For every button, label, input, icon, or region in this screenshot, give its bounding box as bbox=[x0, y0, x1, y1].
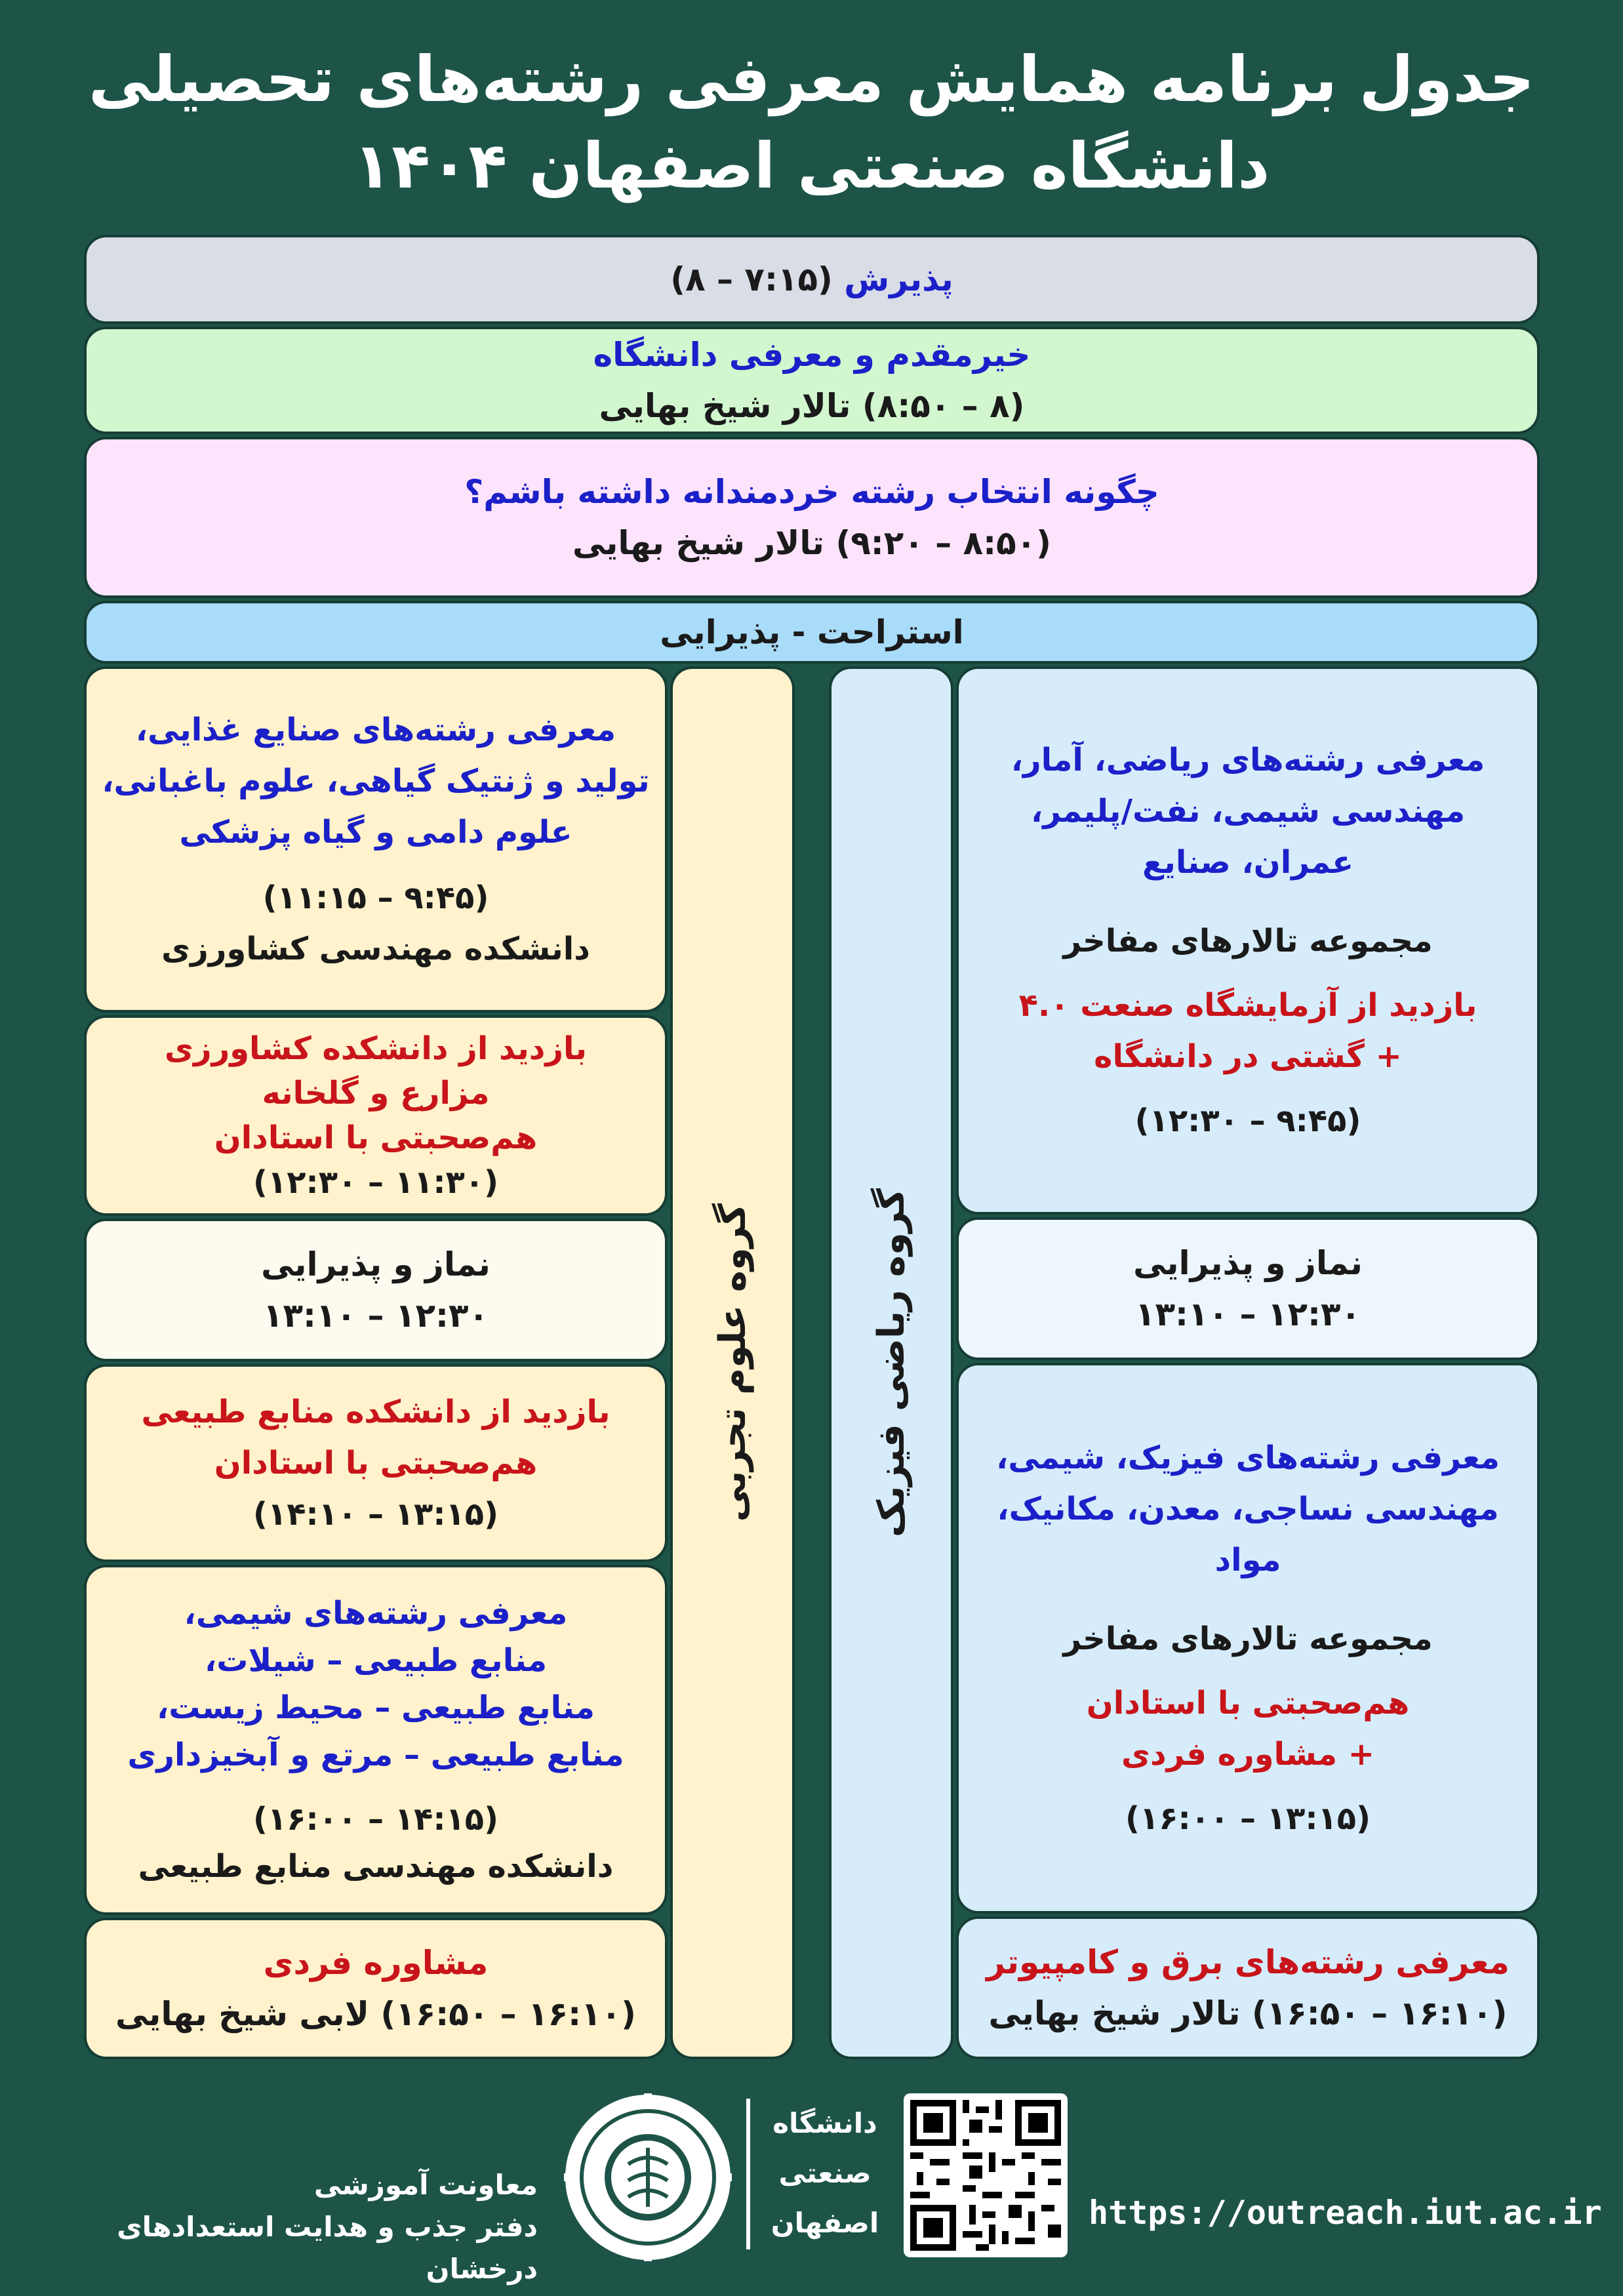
office-line-1: معاونت آموزشی bbox=[313, 2169, 538, 2201]
reception-time: (۷:۱۵ – ۸) bbox=[670, 260, 833, 298]
bio-group-label bbox=[670, 666, 795, 2059]
title-line-2: دانشگاه صنعتی اصفهان ۱۴۰۴ bbox=[353, 129, 1270, 203]
bio-s1-venue: دانشکده مهندسی کشاورزی bbox=[161, 931, 590, 967]
math-s2-extra: هم‌صحبتی با استادان bbox=[1086, 1685, 1410, 1722]
math-s1-line: عمران، صنایع bbox=[1142, 844, 1354, 881]
math-session-2 bbox=[956, 1363, 1540, 1914]
reception-label: پذیرش bbox=[844, 260, 953, 298]
uni-line: اصفهان bbox=[771, 2207, 879, 2239]
footer-url[interactable]: https://outreach.iut.ac.ir bbox=[1089, 2194, 1602, 2232]
bio-session-2 bbox=[84, 1565, 668, 1915]
math-s2-line: معرفی رشته‌های فیزیک، شیمی، bbox=[996, 1440, 1500, 1476]
welcome-title: خیرمقدم و معرفی دانشگاه bbox=[593, 336, 1031, 374]
university-name bbox=[766, 2099, 884, 2248]
math-s2-line: مهندسی نساجی، معدن، مکانیک، مواد bbox=[997, 1491, 1499, 1579]
break-label: استراحت - پذیرایی bbox=[660, 613, 964, 651]
choose-detail: (۸:۵۰ – ۹:۲۰) تالار شیخ بهایی bbox=[572, 524, 1051, 562]
bio-s2-line: منابع طبیعی – مرتع و آبخیزداری bbox=[127, 1737, 624, 1773]
math-prayer-title: نماز و پذیرایی bbox=[1133, 1244, 1363, 1282]
bio-v2-line: هم‌صحبتی با استادان bbox=[214, 1445, 538, 1481]
choose-field-row bbox=[84, 437, 1540, 598]
bio-s2-line: منابع طبیعی – شیلات، bbox=[204, 1642, 548, 1679]
bio-visit-2 bbox=[84, 1364, 668, 1562]
bio-v1-time: (۱۱:۳۰ – ۱۲:۳۰) bbox=[252, 1164, 499, 1201]
bio-prayer-title: نماز و پذیرایی bbox=[261, 1245, 491, 1283]
bio-v1-line: مزارع و گلخانه bbox=[262, 1075, 490, 1112]
math-s2-venue: مجموعه تالارهای مفاخر bbox=[1063, 1621, 1433, 1657]
bio-s3-title: مشاوره فردی bbox=[263, 1944, 489, 1982]
bio-s2-venue: دانشکده مهندسی منابع طبیعی bbox=[138, 1848, 614, 1885]
choose-title: چگونه انتخاب رشته خردمندانه داشته باشم؟ bbox=[464, 473, 1159, 511]
uni-line: صنعتی bbox=[778, 2157, 872, 2189]
welcome-detail: (۸ – ۸:۵۰) تالار شیخ بهایی bbox=[599, 387, 1025, 425]
math-prayer bbox=[956, 1217, 1540, 1360]
qr-code bbox=[904, 2093, 1068, 2257]
reception-text bbox=[670, 254, 953, 305]
office-name bbox=[39, 2164, 538, 2290]
bio-group-text: گروه علوم تجربی bbox=[711, 1203, 754, 1522]
office-line-2: دفتر جذب و هدایت استعدادهای درخشان bbox=[117, 2211, 538, 2285]
bio-visit-1 bbox=[84, 1015, 668, 1216]
bio-s1-line: تولید و ژنتیک گیاهی، علوم باغبانی، bbox=[102, 763, 650, 799]
university-seal-icon bbox=[563, 2092, 733, 2263]
bio-session-3 bbox=[84, 1918, 668, 2059]
math-s1-visit: بازدید از آزمایشگاه صنعت ۴.۰ bbox=[1018, 987, 1477, 1024]
bio-prayer bbox=[84, 1218, 668, 1361]
bio-s1-line: علوم دامی و گیاه پزشکی bbox=[179, 814, 572, 851]
math-group-label bbox=[829, 666, 953, 2059]
bio-v1-line: بازدید از دانشکده کشاورزی bbox=[164, 1030, 588, 1067]
bio-prayer-time: ۱۲:۳۰ – ۱۳:۱۰ bbox=[263, 1297, 489, 1335]
qr-code-graphic bbox=[904, 2093, 1068, 2257]
math-s1-time: (۹:۴۵ – ۱۲:۳۰) bbox=[1134, 1102, 1361, 1139]
math-s1-visit: + گشتی در دانشگاه bbox=[1094, 1038, 1402, 1075]
math-session-1 bbox=[956, 666, 1540, 1215]
math-session-3 bbox=[956, 1916, 1540, 2059]
math-s2-time: (۱۳:۱۵ – ۱۶:۰۰) bbox=[1125, 1800, 1371, 1837]
page-title bbox=[66, 36, 1557, 209]
university-seal bbox=[563, 2092, 733, 2263]
reception-row bbox=[84, 235, 1540, 324]
uni-line: دانشگاه bbox=[772, 2107, 877, 2139]
bio-session-1 bbox=[84, 666, 668, 1013]
bio-s1-time: (۹:۴۵ – ۱۱:۱۵) bbox=[262, 879, 489, 916]
bio-s1-line: معرفی رشته‌های صنایع غذایی، bbox=[135, 712, 616, 748]
math-prayer-time: ۱۲:۳۰ – ۱۳:۱۰ bbox=[1135, 1295, 1361, 1333]
bio-v1-line: هم‌صحبتی با استادان bbox=[214, 1119, 538, 1156]
math-group-text: گروه ریاضی فیزیک bbox=[870, 1188, 913, 1538]
footer-divider bbox=[746, 2099, 750, 2249]
bio-s2-line: معرفی رشته‌های شیمی، bbox=[184, 1595, 568, 1632]
math-s2-extra: + مشاوره فردی bbox=[1121, 1736, 1374, 1773]
bio-s2-time: (۱۴:۱۵ – ۱۶:۰۰) bbox=[252, 1801, 499, 1838]
welcome-row bbox=[84, 327, 1540, 434]
math-s1-venue: مجموعه تالارهای مفاخر bbox=[1063, 923, 1433, 959]
bio-v2-time: (۱۳:۱۵ – ۱۴:۱۰) bbox=[252, 1496, 499, 1533]
math-s3-title: معرفی رشته‌های برق و کامپیوتر bbox=[986, 1943, 1510, 1981]
math-s1-line: مهندسی شیمی، نفت/پلیمر، bbox=[1030, 793, 1466, 830]
break-row bbox=[84, 601, 1540, 664]
bio-v2-line: بازدید از دانشکده منابع طبیعی bbox=[141, 1394, 611, 1430]
bio-s3-detail: (۱۶:۱۰ – ۱۶:۵۰) لابی شیخ بهایی bbox=[115, 1995, 637, 2033]
title-line-1: جدول برنامه همایش معرفی رشته‌های تحصیلی bbox=[88, 43, 1535, 116]
math-s1-line: معرفی رشته‌های ریاضی، آمار، bbox=[1011, 742, 1485, 778]
bio-s2-line: منابع طبیعی – محیط زیست، bbox=[157, 1689, 595, 1726]
math-s3-detail: (۱۶:۱۰ – ۱۶:۵۰) تالار شیخ بهایی bbox=[988, 1994, 1508, 2032]
